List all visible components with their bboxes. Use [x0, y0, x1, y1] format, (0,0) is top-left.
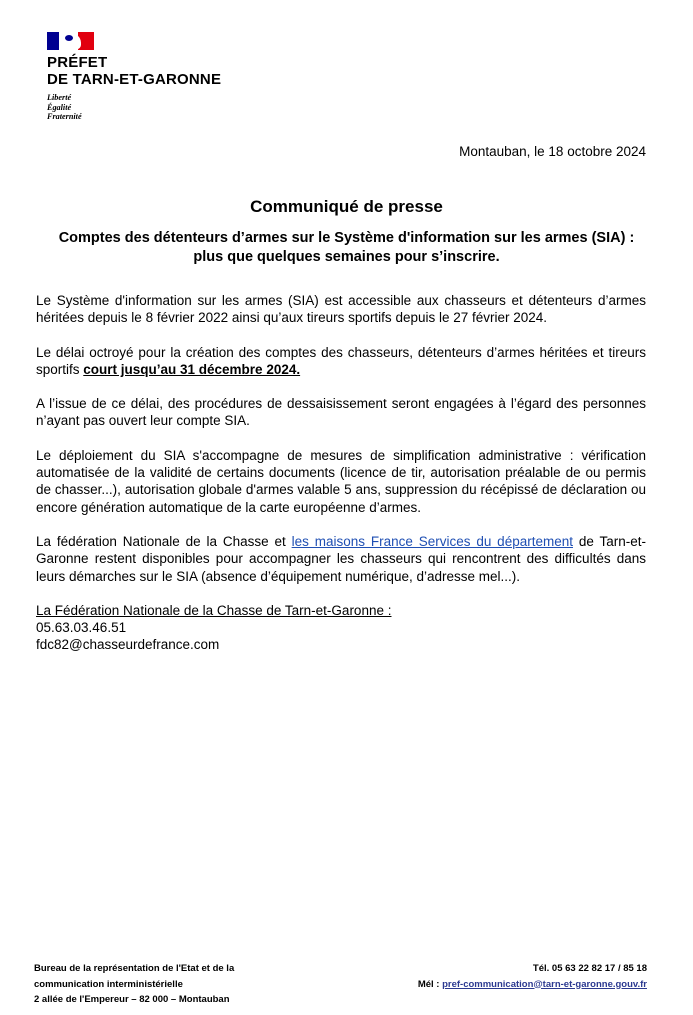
prefecture-name-line1: PRÉFET: [47, 54, 108, 71]
footer-mail-link[interactable]: pref-communication@tarn-et-garonne.gouv.fr: [442, 978, 647, 990]
support-text-after: de Tarn-et-Garonne restent disponibles pour accompagner les chasseurs qui rencontrent des difficultés dans leurs démarches sur le SIA (absence d’équipement numérique, d’adresse mel...).: [36, 533, 646, 584]
contact-email: fdc82@chasseurdefrance.com: [36, 637, 220, 653]
footer-address: [34, 961, 234, 1008]
marianne-flag-icon: [47, 32, 94, 50]
paragraph-support: [36, 533, 646, 585]
page-subtitle: Comptes des détenteurs d’armes sur le Système d'information sur les armes (SIA) : plus que quelques semaines pour s’inscrire.: [58, 230, 635, 265]
footer-address-line: 2 allée de l'Empereur – 82 000 – Montauban: [34, 994, 230, 1005]
motto-fraternite: Fraternité: [47, 112, 82, 121]
deadline-text: Le délai octroyé pour la création des comptes des chasseurs, détenteurs d’armes héritées et tireurs sportifs: [36, 344, 646, 377]
contact-block: [36, 602, 646, 654]
motto-liberte: Liberté: [47, 93, 72, 102]
republic-motto: [47, 93, 221, 122]
contact-heading: La Fédération Nationale de la Chasse de Tarn-et-Garonne :: [36, 602, 392, 618]
page-title: Communiqué de presse: [250, 197, 443, 216]
footer-mail-line: [418, 977, 647, 993]
paragraph-deadline: [36, 344, 646, 379]
contact-phone: 05.63.03.46.51: [36, 620, 127, 636]
prefecture-logo: [47, 32, 221, 122]
deadline-emphasis: court jusqu’au 31 décembre 2024.: [83, 361, 301, 377]
paragraph-sia-access: Le Système d'information sur les armes (SIA) est accessible aux chasseurs et détenteurs d’armes héritées depuis le 8 février 2022 ainsi qu’aux tireurs sportifs depuis le 27 février 2024.: [36, 293, 646, 326]
paragraph-dispossession: A l’issue de ce délai, des procédures de dessaisissement seront engagées à l’égard des personnes n’ayant pas ouvert leur compte SIA.: [36, 396, 646, 429]
footer-office-line1: Bureau de la représentation de l'Etat et de la: [34, 963, 235, 974]
motto-egalite: Égalité: [47, 102, 72, 112]
footer-phone: Tél. 05 63 22 82 17 / 85 18: [532, 963, 647, 974]
paragraph-simplification: Le déploiement du SIA s'accompagne de mesures de simplification administrative : vérification automatisée de la validité de certains documents (licence de tir, autorisation préalable de ou permis de chasser...), autorisation globale d'armes valable 5 ans, suppression du récépissé de déclaration ou encore génération automatique de la carte européenne d’armes.: [36, 447, 646, 515]
france-services-link[interactable]: les maisons France Services du département: [291, 533, 573, 549]
footer-mail-label: Mél :: [417, 978, 443, 990]
prefecture-name-line2: DE TARN-ET-GARONNE: [47, 70, 222, 88]
press-release-body: [36, 292, 646, 654]
prefecture-name: [47, 55, 221, 88]
footer-office-line2: communication interministérielle: [34, 978, 183, 990]
support-text-before: La fédération Nationale de la Chasse et: [36, 533, 292, 549]
footer-contact: [418, 961, 647, 992]
date-line: Montauban, le 18 octobre 2024: [459, 144, 646, 159]
